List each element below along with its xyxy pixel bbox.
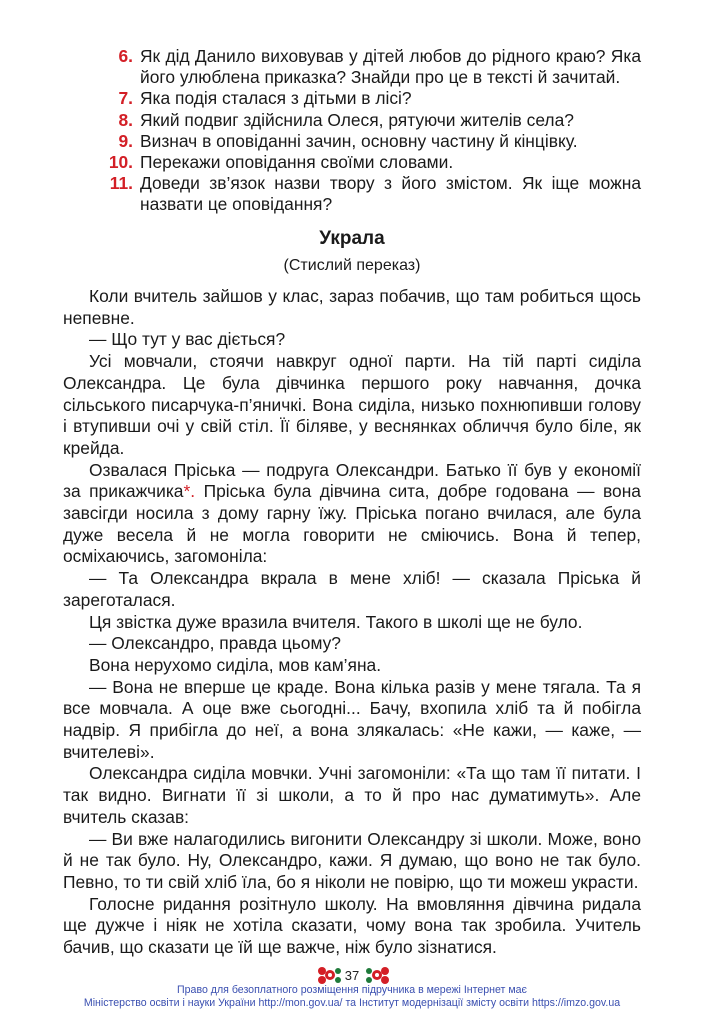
footer-links[interactable]: Міністерство освіти і науки України http://mon.gov.ua/ та Інститут модернізації змісту освіти https://imzo.gov.ua — [83, 997, 621, 1009]
paragraph: Коли вчитель зайшов у клас, зараз побачив, що там робиться щось непевне. — [63, 286, 641, 328]
paragraph: — Олександро, правда цьому? — [89, 633, 341, 654]
question-number: 11. — [109, 173, 133, 194]
paragraph: Олександра сиділа мовчки. Учні загомоніли: «Та що там її питати. І так видно. Вигнати її зі школи, а то й про нас думатимуть». Але вчитель сказав: — [63, 763, 641, 827]
paragraph: — Та Олександра вкрала в мене хліб! — сказала Пріська й зареготалася. — [63, 568, 641, 610]
question-number: 9. — [118, 130, 133, 151]
question-number: 6. — [118, 46, 133, 66]
paragraph: Ця звістка дуже вразила вчителя. Такого в школі ще не було. — [89, 611, 583, 632]
question-item — [0, 46, 704, 88]
question-text: Доведи зв’язок назви твору з його змістом. Як іще можна назвати це оповідання? — [140, 173, 641, 215]
footnote-mark[interactable]: *. — [183, 481, 196, 502]
question-number: 7. — [118, 88, 133, 109]
paragraph: Голосне ридання розітнуло школу. На вмовляння дівчина ридала ще дужче і ніяк не хотіла сказати, чому вона так зробила. Учитель бачив, що сказати це їй ще важче, ніж було зізнатися. — [63, 893, 641, 958]
paragraph: Усі мовчали, стоячи навкруг одної парти. На тій парті сиділа Олександра. Це була дівчинка першого року навчання, дочка сільського писарчука-п’яничкі. Вона сиділа, низько похнюпивши голову і втупивши очі у свій стіл. Її біляве, у веснянках обличчя було біле, як крейда. — [63, 351, 641, 458]
question-item — [0, 88, 704, 109]
page-number: 37 — [344, 968, 360, 983]
paragraph — [63, 460, 641, 569]
question-text: Який подвиг здійснила Олеся, рятуючи жителів села? — [140, 109, 574, 130]
question-text: Як дід Данило виховував у дітей любов до рідного краю? Яка його улюблена приказка? Знайди про це в тексті й зачитай. — [140, 46, 641, 88]
paragraph: — Що тут у вас діється? — [89, 329, 286, 350]
question-text: Яка подія сталася з дітьми в лісі? — [140, 88, 412, 109]
question-text: Визнач в оповіданні зачин, основну частину й кінцівку. — [140, 130, 578, 151]
paragraph: — Вона не вперше це краде. Вона кілька разів у мене тягала. Та я все мовчала. А оце вже сьогодні... Бачу, вхопила хліб та й побігла надвір. Я прибігла до неї, а вона злякалась: «Не кажи, — каже, — вчителеві». — [63, 676, 641, 762]
question-item — [0, 173, 704, 215]
paragraph-text: Пріська була дівчина сита, добре годована — вона завсігди носила з дому гарну їжу. Пріська погано вчилася, але була дуже весела й не могла говорити не сміючись. Вона й тепер, осміхаючись, загомоніла: — [63, 481, 641, 567]
question-item — [0, 131, 704, 152]
paragraph-text: Озвалася Пріська — подруга Олександри. Батько її був у економії за прикажчика — [63, 459, 641, 502]
story-title: Украла — [319, 228, 385, 249]
paragraph: — Ви вже налагодились вигонити Олександру зі школи. Може, воно й не так було. Ну, Олександро, кажи. Я думаю, що воно не так було. Певно, то ти свій хліб їла, бо я ніколи не повірю, що ти можеш украсти. — [63, 828, 641, 892]
questions-list — [0, 46, 704, 216]
story-subtitle: (Стислий переказ) — [283, 257, 421, 274]
footer-line: Право для безоплатного розміщення підручника в мережі Інтернет має — [177, 984, 527, 996]
footer — [0, 984, 704, 1010]
question-item — [0, 152, 704, 173]
question-item — [0, 110, 704, 131]
story-text — [63, 286, 641, 959]
paragraph: Вона нерухомо сиділа, мов кам’яна. — [89, 654, 382, 675]
question-number: 8. — [118, 109, 133, 130]
question-text: Перекажи оповідання своїми словами. — [140, 152, 454, 173]
question-number: 10. — [108, 152, 133, 173]
